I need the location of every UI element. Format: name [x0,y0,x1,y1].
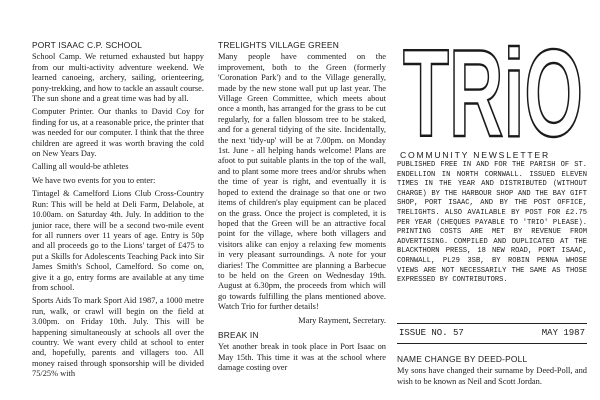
issue-date: MAY 1987 [541,328,585,338]
school-heading: PORT ISAAC C.P. SCHOOL [32,40,143,50]
break-in-heading: BREAK IN [218,329,259,340]
break-in-text: Yet another break in took place in Port Isaac on May 15th. This time it was at the school where damage costing over [218,342,386,373]
school-camp-text: We returned exhausted but happy from our multi-activity adventure weekend. We learned canoeing, archery, sailing, orienteering, pony-trekking, and how to tackle an assault course. The sun shone and a great time was had by all. [32,52,204,104]
name-change-heading: NAME CHANGE BY DEED-POLL [397,354,528,364]
newsletter-subtitle: COMMUNITY NEWSLETTER [400,150,550,160]
village-green-heading: TRELIGHTS VILLAGE GREEN [218,40,339,50]
run-text: This will be held at Deli Farm, Delabole, at 10.00am. on Saturday 4th. July. In addition to the junior race, there will be a second two-mile event for all runners over 11 years of age. Entry is 50p and all proceeds go to the Lions' target of £475 to put a Skills for Adolescents Teaching Pack into Sir James Smith's School, Camelford. So come on, give it a go, entry forms are available at any time from school. [32,199,204,292]
trio-logo-icon [400,26,586,150]
issue-row [399,328,585,338]
athletes-intro: We have two events for you to enter: [32,175,156,185]
masthead-info: PUBLISHED FREE IN AND FOR THE PARISH OF ST. ENDELLION IN NORTH CORNWALL. ISSUED ELEVEN TIMES IN THE YEAR AND DISTRIBUTED (WITHOUT CHARGE) BY THE HARBOUR SHOP AND THE BAY GIFT SHOP, PORT ISAAC, AND BY THE POST OFFICE, TRELIGHTS. ALSO AVAILABLE BY POST FOR £2.75 PER YEAR (CHEQUES PAYABLE TO 'TRIO' PLEASE). PRINTING COSTS ARE MET BY REVENUE FROM ADVERTISING. COMPILED AND DUPLICATED AT THE BLACKTHORN PRESS, 18 NEW ROAD, PORT ISAAC, CORNWALL, PL29 3SB, BY ROBIN PENNA WHOSE VIEWS ARE NOT NECESSARILY THE SAME AS THOSE EXPRESSED BY CONTRIBUTORS. [397,161,587,285]
school-camp-paragraph [32,52,204,104]
trio-logo-text: TRiO [403,26,583,150]
signature: Mary Rayment, Secretary. [298,315,386,325]
school-camp-lead: School Camp. [32,52,82,62]
issue-rule-bottom [397,343,587,344]
name-change-section [397,354,587,390]
run-paragraph [32,189,204,293]
school-news-column [32,40,204,383]
sport-aid-paragraph: Sports Aids To mark Sport Aid 1987, a 1000 metre run, walk, or crawl will begin on the field at 3.00pm. on Friday 10th. July. This will be happening simultaneously at schools all over the country. We want every child at school to enter and, hopefully, parents and villagers too. All money raised through sponsorship will be divided 75/25% with [32,296,204,379]
trio-logo [400,26,586,150]
athletes-heading: Calling all would-be athletes [32,162,129,172]
computer-lead: Computer Printer. [32,107,94,117]
village-green-column [218,40,386,377]
run-lead: Tintagel & Camelford Lions Club Cross-Country Run: [32,189,204,209]
issue-number: ISSUE NO. 57 [399,328,464,338]
computer-text: Our thanks to David Coy for finding for us, at a reasonable price, the printer that was needed for our computer. I think that the three children are agreed it was worth braving the cold on New Years Day. [32,107,205,159]
issue-rule-top [397,323,587,324]
computer-paragraph [32,107,204,159]
village-green-text: Many people have commented on the improvement, both to the Green (formerly 'Coronation Park') and to the Village generally, made by the new stone wall put up last year. The Village Green Committee, which meets about once a month, has arranged for the grass to be cut regularly, for a fallen blossom tree to be staked, and for a general tidying of the site. Incidentally, the next 'tidy-up' will be at 7.00pm. on Monday 1st. June - all helping hands welcome! Plans are afoot to put suitable plants in the top of the wall, and to plant some more trees and/or shrubs when the time of year is right, and eventually it is hoped to extend the drainage so that one or two items of children's play equipment can be placed on the grass. Once the project is completed, it is hoped that the Green will be an attractive focal point for the village, where both villagers and visitors alike can enjoy a relaxing few moments in very pleasant surroundings. A note for your diaries! The Committee are planning a Barbecue to be held on the Green on Wednesday 19th. August at 6.30pm, the proceeds from which will go towards fulfilling the plans mentioned above. Watch Trio for further details! [218,52,386,312]
name-change-text: My sons have changed their surname by Deed-Poll, and wish to be known as Neil and Scott Jordan. [397,366,587,386]
